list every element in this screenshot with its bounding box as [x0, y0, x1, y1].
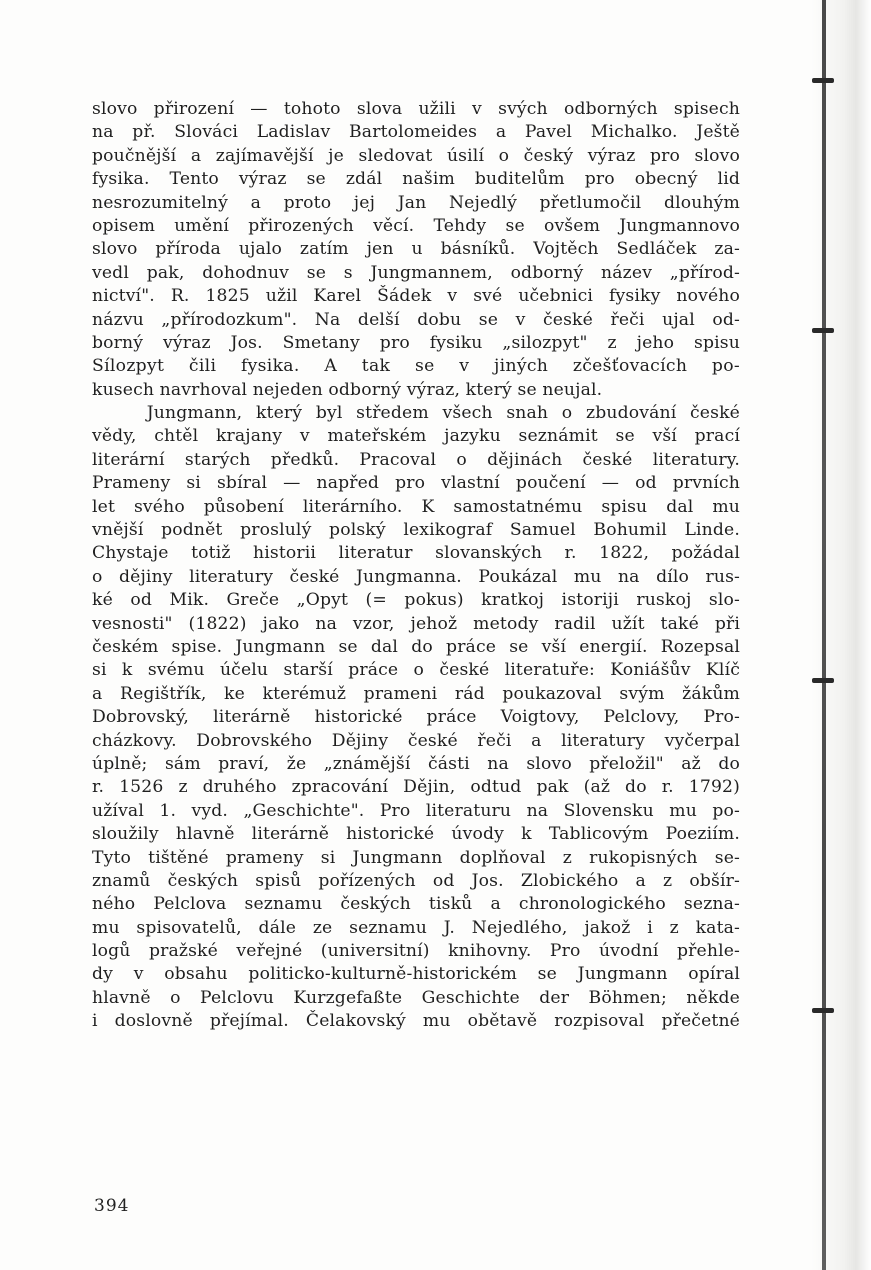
- text-line: poučnější a zajímavější je sledovat úsilí o český výraz pro slovo: [92, 145, 740, 166]
- binding-stitch: [812, 1008, 834, 1013]
- text-line: Prameny si sbíral — napřed pro vlastní poučení — od prvních: [92, 473, 740, 494]
- body-text: [92, 98, 740, 1034]
- text-line: cházkovy. Dobrovského Dějiny české řeči a literatury vyčerpal: [92, 730, 740, 751]
- text-line: nesrozumitelný a proto jej Jan Nejedlý přetlumočil dlouhým: [92, 192, 740, 213]
- text-line: názvu „přírodozkum". Na delší dobu se v české řeči ujal od-: [92, 309, 740, 330]
- text-line: ného Pelclova seznamu českých tisků a chronologického sezna-: [92, 894, 740, 915]
- text-line: Dobrovský, literárně historické práce Voigtovy, Pelclovy, Pro-: [92, 707, 740, 728]
- text-line: kusech navrhoval nejeden odborný výraz, který se neujal.: [92, 379, 603, 400]
- binding-stitch: [812, 678, 834, 683]
- text-line: vědy, chtěl krajany v mateřském jazyku seznámit se vší prací: [92, 426, 740, 447]
- text-line: vedl pak, dohodnuv se s Jungmannem, odborný název „přírod-: [92, 262, 740, 283]
- text-line: mu spisovatelů, dále ze seznamu J. Nejedlého, jakož i z kata-: [92, 917, 740, 938]
- text-line: vesnosti" (1822) jako na vzor, jehož metody radil užít také při: [92, 613, 740, 634]
- text-line: na př. Slováci Ladislav Bartolomeides a Pavel Michalko. Ještě: [92, 122, 740, 143]
- text-line: literární starých předků. Pracoval o dějinách české literatury.: [92, 449, 740, 470]
- text-line: fysika. Tento výraz se zdál našim buditelům pro obecný lid: [92, 169, 740, 190]
- text-line: Tyto tištěné prameny si Jungmann doplňoval z rukopisných se-: [92, 847, 740, 868]
- text-line: sloužily hlavně literárně historické úvody k Tablicovým Poeziím.: [92, 824, 740, 845]
- text-line: Sílozpyt čili fysika. A tak se v jiných zčešťovacích po-: [92, 356, 740, 377]
- text-line: dy v obsahu politicko-kulturně-historickém se Jungmann opíral: [92, 964, 740, 985]
- text-line: ké od Mik. Greče „Opyt (= pokus) kratkoj istoriji ruskoj slo-: [92, 590, 740, 611]
- text-line: Chystaje totiž historii literatur slovanských r. 1822, požádal: [92, 543, 740, 564]
- text-line: opisem umění přirozených věcí. Tehdy se ovšem Jungmannovo: [92, 215, 740, 236]
- text-line: a Regištřík, ke kterémuž prameni rád poukazoval svým žákům: [92, 683, 740, 704]
- page-number: 394: [94, 1196, 130, 1216]
- binding-stitch: [812, 78, 834, 83]
- text-line: vnější podnět proslulý polský lexikograf Samuel Bohumil Linde.: [92, 520, 740, 541]
- text-line: Jungmann, který byl středem všech snah o zbudování české: [92, 403, 740, 424]
- spine-line: [822, 0, 826, 1270]
- text-line: užíval 1. vyd. „Geschichte". Pro literaturu na Slovensku mu po-: [92, 800, 740, 821]
- text-line: si k svému účelu starší práce o české literatuře: Koniášův Klíč: [92, 660, 740, 681]
- text-line: českém spise. Jungmann se dal do práce se vší energií. Rozepsal: [92, 636, 740, 657]
- text-line: logů pražské veřejné (universitní) knihovny. Pro úvodní přehle-: [92, 941, 740, 962]
- page-binding-edge: [811, 0, 871, 1270]
- text-line: slovo příroda ujalo zatím jen u básníků. Vojtěch Sedláček za-: [92, 239, 740, 260]
- text-line: nictví". R. 1825 užil Karel Šádek v své učebnici fysiky nového: [92, 286, 740, 307]
- text-line: borný výraz Jos. Smetany pro fysiku „silozpyt" z jeho spisu: [92, 332, 740, 353]
- binding-stitch: [812, 328, 834, 333]
- text-line: i doslovně přejímal. Čelakovský mu obětavě rozpisoval přečetné: [92, 1011, 740, 1032]
- text-line: r. 1526 z druhého zpracování Dějin, odtud pak (až do r. 1792): [92, 777, 740, 798]
- text-line: úplně; sám praví, že „známější části na slovo přeložil" až do: [92, 753, 740, 774]
- text-line: let svého působení literárního. K samostatnému spisu dal mu: [92, 496, 740, 517]
- text-line: slovo přirození — tohoto slova užili v svých odborných spisech: [92, 99, 740, 119]
- text-line: o dějiny literatury české Jungmanna. Poukázal mu na dílo rus-: [92, 566, 740, 587]
- text-line: znamů českých spisů pořízených od Jos. Zlobického a z obšír-: [92, 870, 740, 891]
- text-line: hlavně o Pelclovu Kurzgefaßte Geschichte der Böhmen; někde: [92, 987, 740, 1008]
